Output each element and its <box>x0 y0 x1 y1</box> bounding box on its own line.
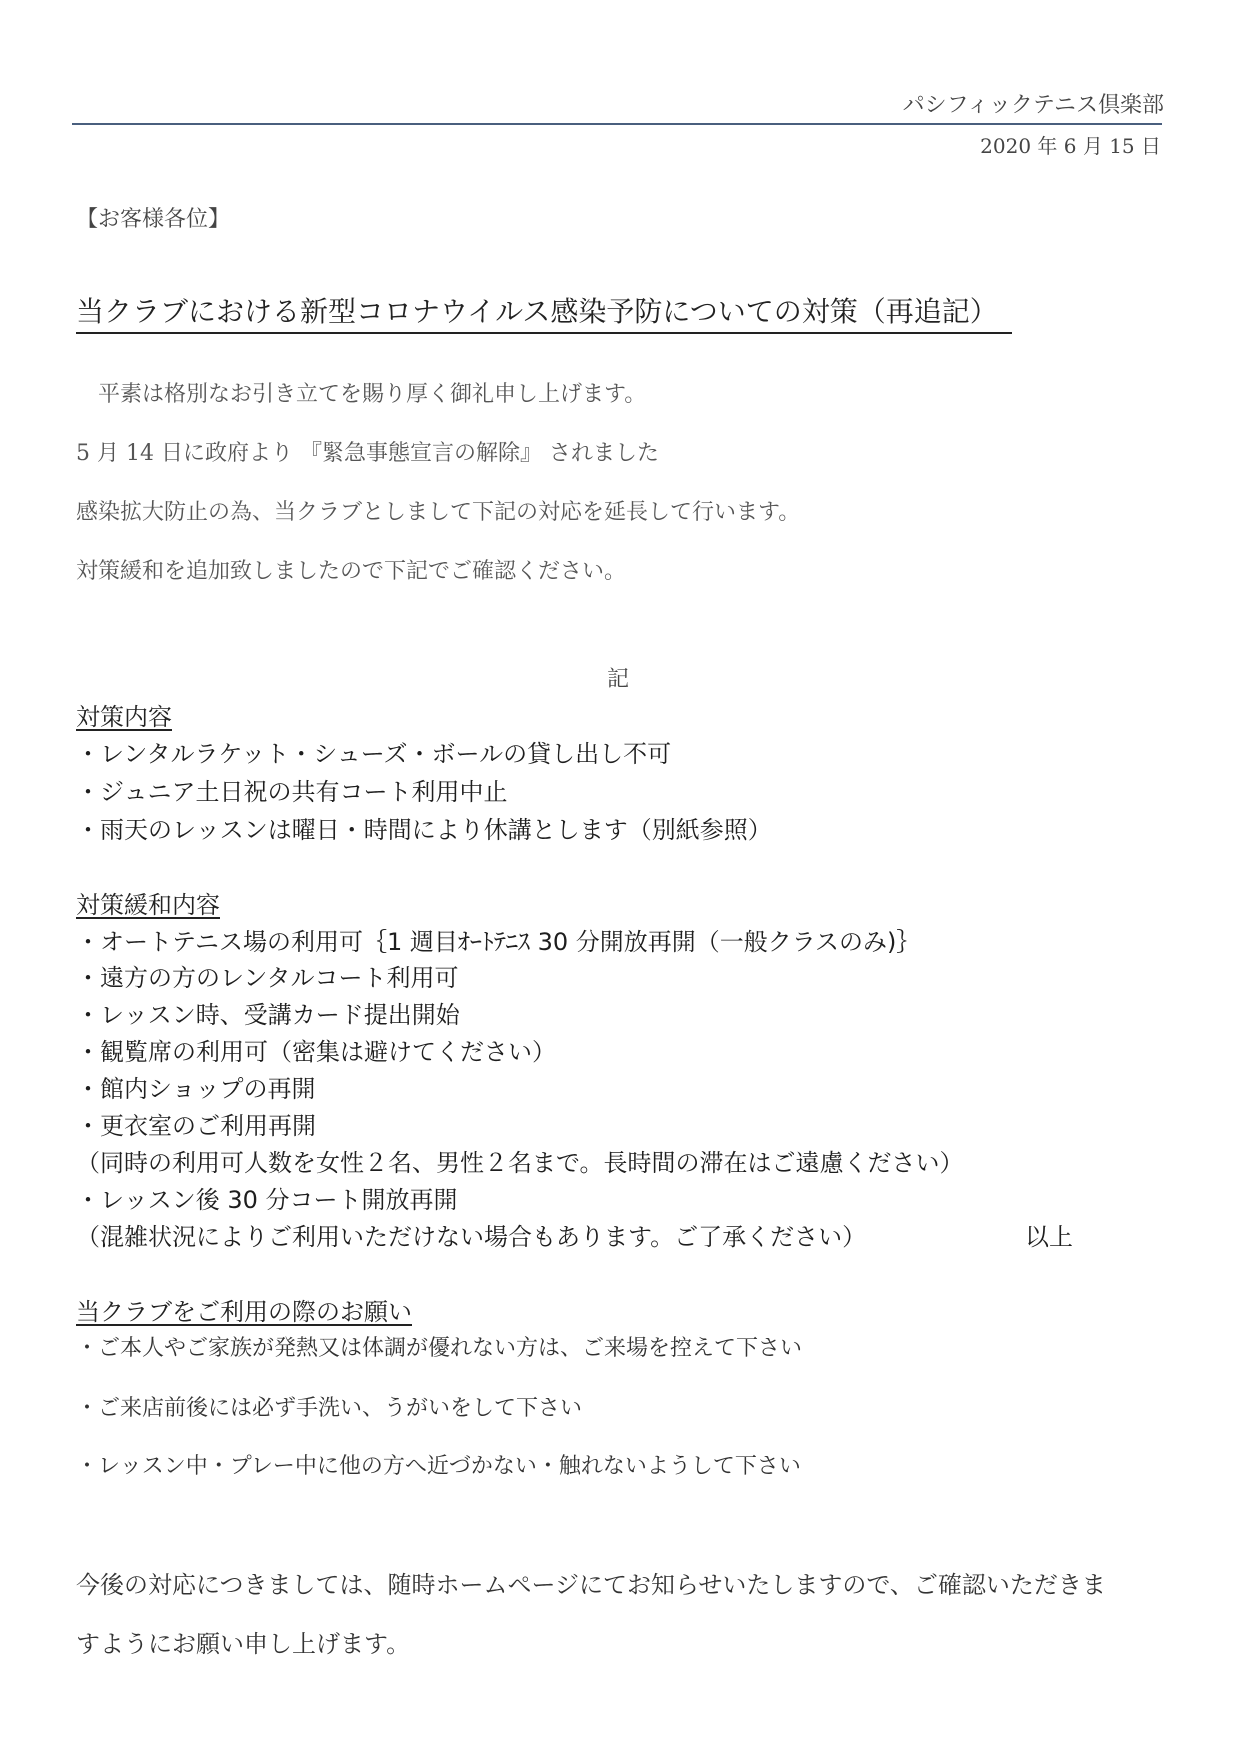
relaxation-item: ・レッスン時、受講カード提出開始 <box>76 1001 460 1029</box>
closing-line-2: すようにお願い申し上げます。 <box>76 1630 411 1658</box>
measures-item: ・レンタルラケット・シューズ・ボールの貸し出し不可 <box>76 740 672 768</box>
requests-heading: 当クラブをご利用の際のお願い <box>76 1298 412 1326</box>
header-divider <box>72 123 1162 125</box>
relaxation-item: ・オートテニス場の利用可｛1 週目ｵｰﾄﾃﾆｽ 30 分開放再開（一般クラスのみ)｝ <box>76 928 921 956</box>
salutation: 【お客様各位】 <box>76 207 231 232</box>
relaxation-item: ・レッスン後 30 分コート開放再開 <box>76 1186 458 1214</box>
document-title: 当クラブにおける新型コロナウイルス感染予防についての対策（再追記） <box>76 290 1012 334</box>
relaxation-heading: 対策緩和内容 <box>76 891 220 919</box>
intro-line-2: 5 月 14 日に政府より 『緊急事態宣言の解除』 されました <box>76 441 659 466</box>
intro-line-1: 平素は格別なお引き立てを賜り厚く御礼申し上げます。 <box>76 382 647 407</box>
relaxation-item-note: （同時の利用可人数を女性２名、男性２名まで。長時間の滞在はご遠慮ください） <box>76 1149 964 1177</box>
closing-line-1: 今後の対応につきましては、随時ホームページにてお知らせいたしますので、ご確認いただきま <box>76 1571 1106 1599</box>
intro-line-3: 感染拡大防止の為、当クラブとしまして下記の対応を延長して行います。 <box>76 500 801 525</box>
relaxation-item: ・遠方の方のレンタルコート利用可 <box>76 964 459 992</box>
intro-line-4: 対策緩和を追加致しましたので下記でご確認ください。 <box>76 559 627 584</box>
request-item: ・ご来店前後には必ず手洗い、うがいをして下さい <box>76 1396 583 1421</box>
measures-item: ・雨天のレッスンは曜日・時間により休講とします（別紙参照） <box>76 816 772 844</box>
document-date: 2020 年 6 月 15 日 <box>980 134 1161 158</box>
request-item: ・レッスン中・プレー中に他の方へ近づかない・触れないようして下さい <box>76 1454 801 1479</box>
relaxation-item: ・更衣室のご利用再開 <box>76 1112 316 1140</box>
relaxation-item-note: （混雑状況によりご利用いただけない場合もあります。ご了承ください） <box>76 1223 867 1251</box>
ki-mark: 記 <box>607 667 630 692</box>
measures-heading: 対策内容 <box>76 703 172 731</box>
request-item: ・ご本人やご家族が発熱又は体調が優れない方は、ご来場を控えて下さい <box>76 1336 803 1361</box>
relaxation-item: ・館内ショップの再開 <box>76 1075 316 1103</box>
relaxation-item: ・観覧席の利用可（密集は避けてください） <box>76 1038 556 1066</box>
end-mark: 以上 <box>1025 1223 1073 1251</box>
organization-name: パシフィックテニス倶楽部 <box>902 93 1164 118</box>
measures-item: ・ジュニア土日祝の共有コート利用中止 <box>76 778 508 806</box>
